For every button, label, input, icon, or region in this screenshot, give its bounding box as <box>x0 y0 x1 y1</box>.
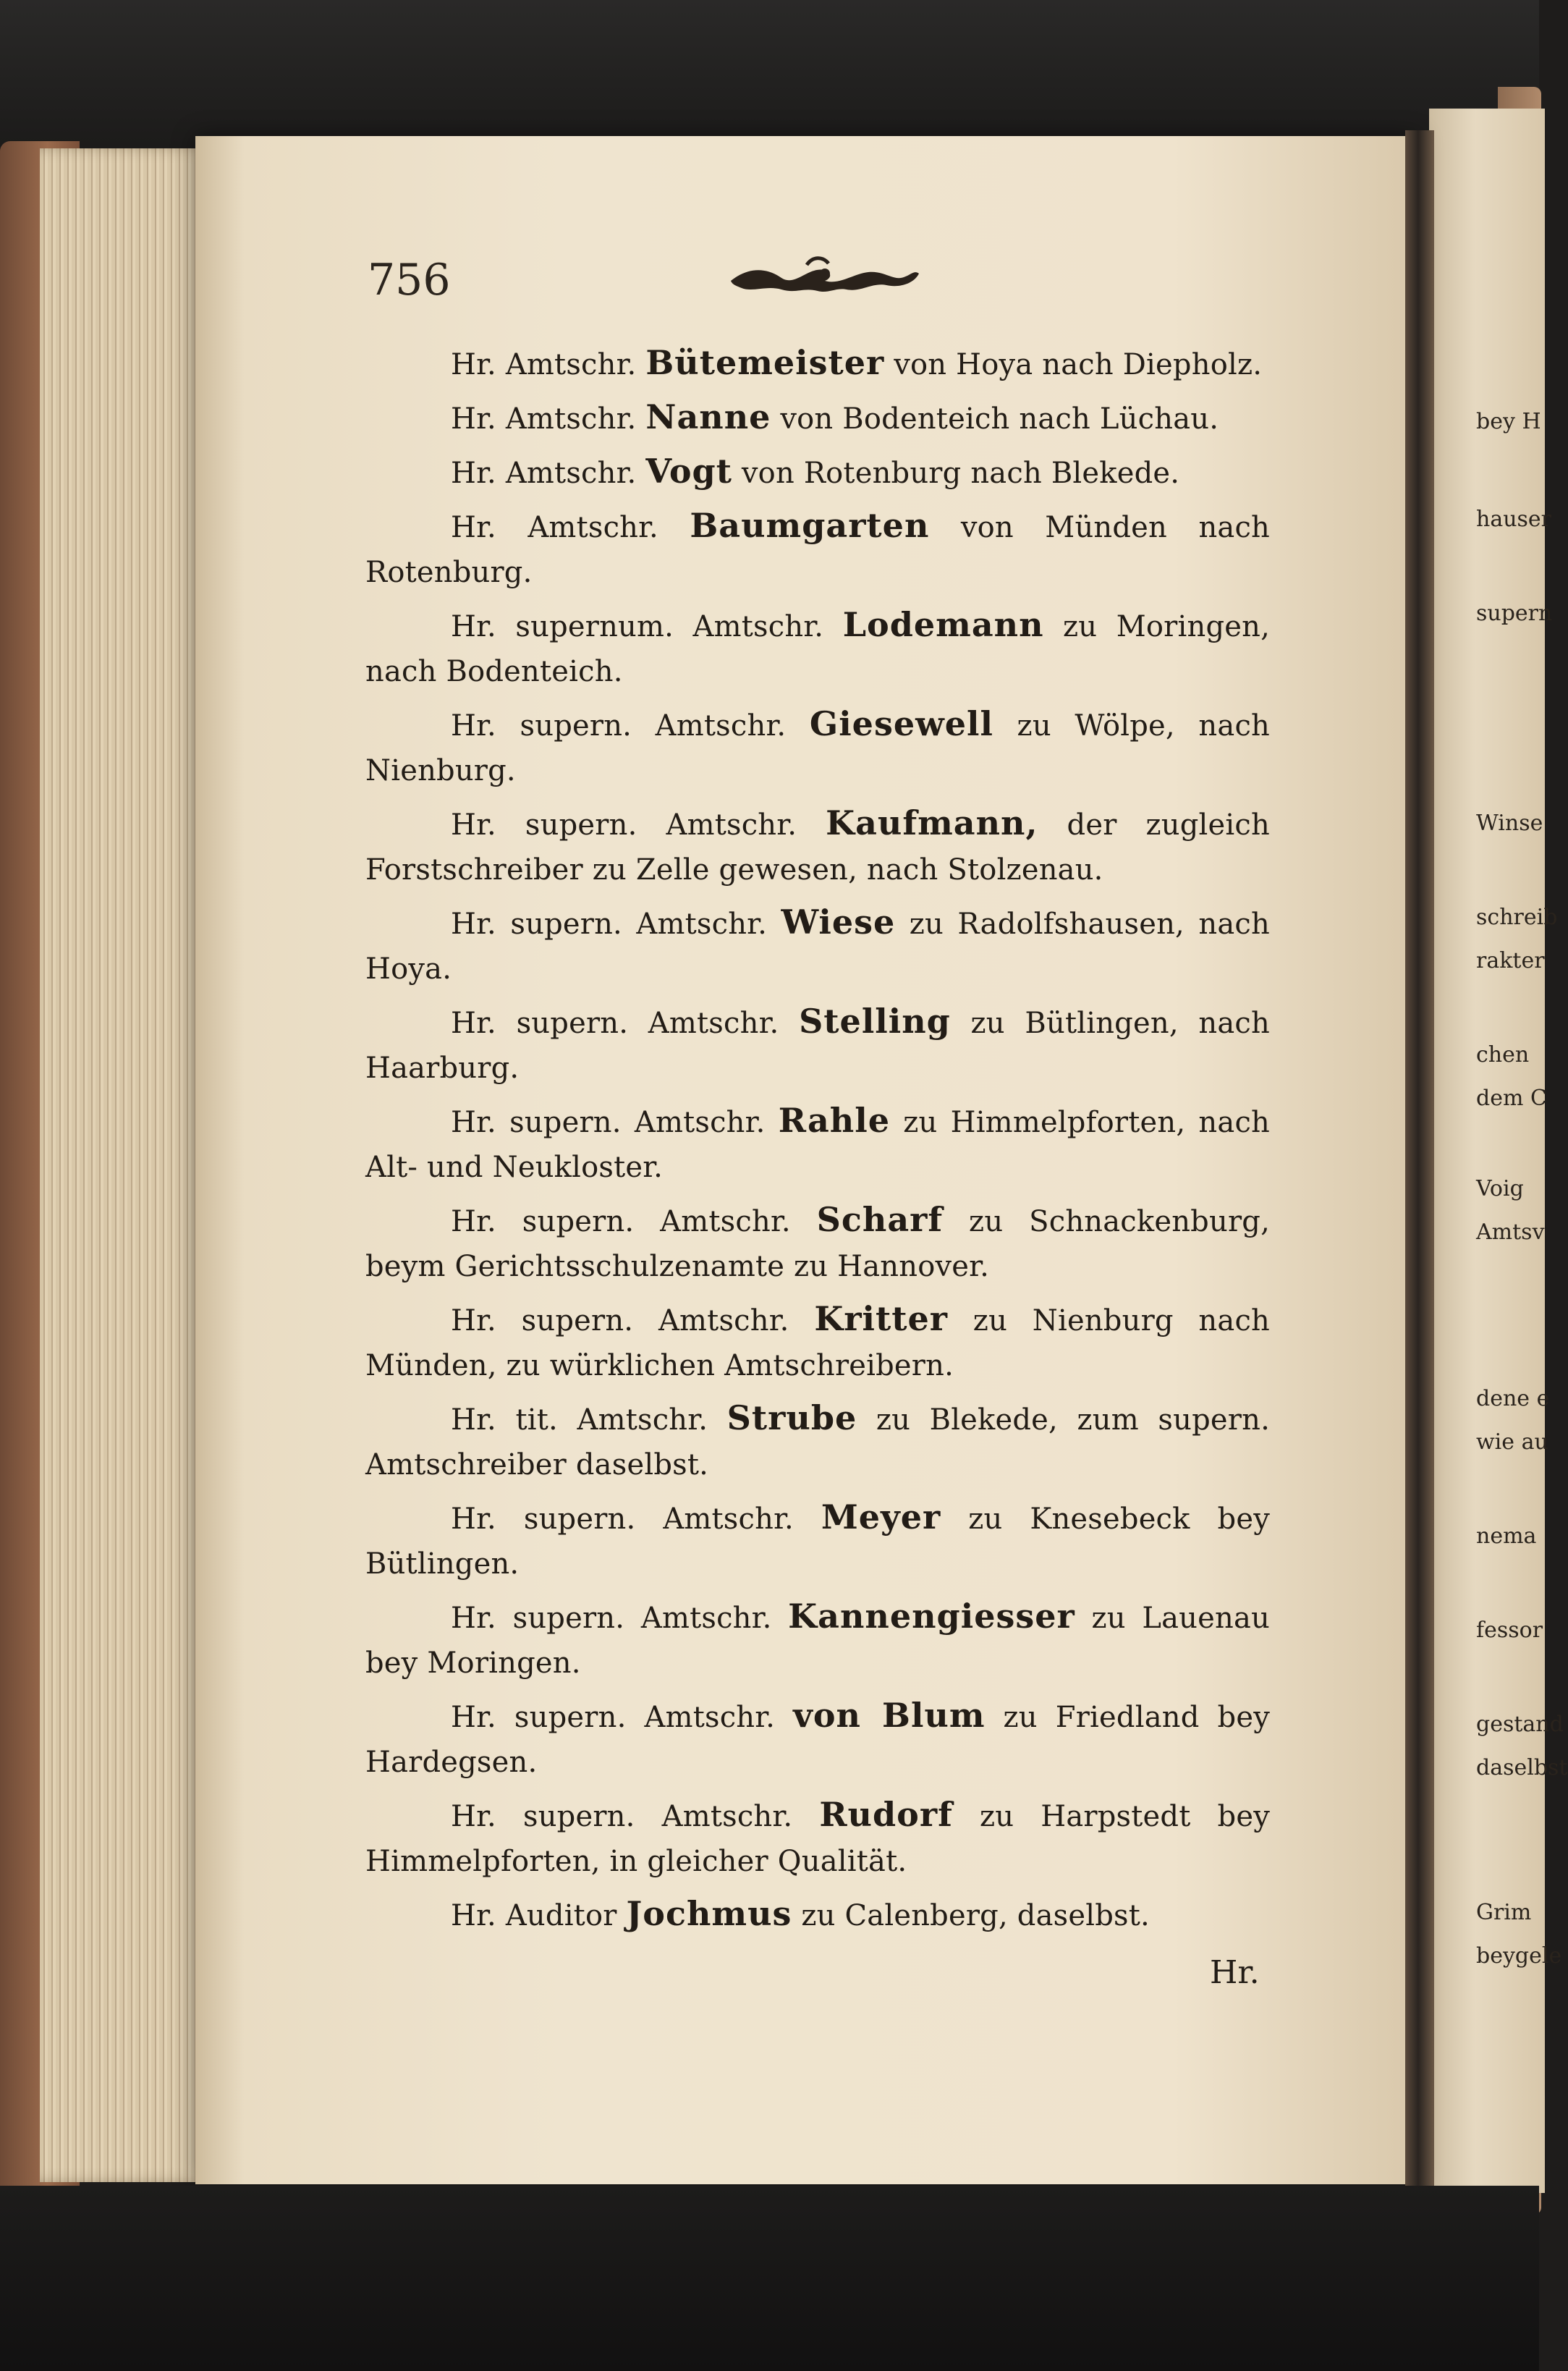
entry-prefix: Hr. supern. Amtschr. <box>451 908 768 941</box>
entry-name: Strube <box>726 1398 857 1437</box>
entry-name: Kaufmann, <box>826 803 1038 842</box>
entry <box>365 800 1270 892</box>
facing-page-fragment: dem C <box>1476 1086 1547 1111</box>
entry-detail: der zugleich Forstschreiber zu Zelle gewesen, nach Stolzenau. <box>365 808 1270 887</box>
entry <box>365 1693 1270 1785</box>
facing-page-fragment: schreib <box>1476 905 1558 930</box>
entry <box>365 394 1270 441</box>
entry-detail: zu Schnackenburg, beym Gerichtsschulzenamte zu Hannover. <box>365 1205 1270 1283</box>
entry-detail: zu Friedland bey Hardegsen. <box>365 1701 1270 1779</box>
facing-page-fragment: chen <box>1476 1042 1530 1068</box>
entry-prefix: Hr. supern. Amtschr. <box>451 1106 766 1139</box>
entry <box>365 1197 1270 1289</box>
entry-name: Meyer <box>821 1497 941 1537</box>
facing-page-fragment: dene e <box>1476 1386 1550 1411</box>
entry <box>365 1098 1270 1190</box>
facing-page-fragment: rakter <box>1476 948 1545 973</box>
entry-name: Scharf <box>816 1200 944 1239</box>
entry-prefix: Hr. Amtschr. <box>451 402 637 436</box>
entry-prefix: Hr. supern. Amtschr. <box>451 808 797 842</box>
entry <box>365 900 1270 992</box>
entry <box>365 1395 1270 1487</box>
facing-page-fragment: beygele <box>1476 1943 1562 1969</box>
book-gutter <box>1405 130 1434 2200</box>
entry <box>365 701 1270 793</box>
entry <box>365 449 1270 496</box>
page-number: 756 <box>368 255 451 305</box>
entry-detail: von Münden nach Rotenburg. <box>365 511 1271 589</box>
entry-name: Wiese <box>781 903 896 942</box>
entry-prefix: Hr. Amtschr. <box>451 511 658 544</box>
entry-prefix: Hr. supern. Amtschr. <box>451 1602 772 1635</box>
page-edges <box>40 148 217 2182</box>
facing-page-fragment: Grim <box>1476 1900 1532 1925</box>
entry-detail: zu Nienburg nach Münden, zu würklichen Amtschreibern. <box>365 1304 1271 1382</box>
entry <box>365 1891 1270 1938</box>
entry <box>365 1296 1270 1388</box>
entries-list <box>365 340 1270 1945</box>
entry-detail: zu Himmelpforten, nach Alt- und Neukloster. <box>365 1106 1271 1184</box>
entry-prefix: Hr. Auditor <box>451 1899 617 1932</box>
entry-name: von Blum <box>793 1696 986 1735</box>
entry-detail: zu Radolfshausen, nach Hoya. <box>365 908 1270 986</box>
entry-prefix: Hr. supern. Amtschr. <box>451 1304 789 1337</box>
entry-prefix: Hr. supern. Amtschr. <box>451 1800 793 1833</box>
entry <box>365 999 1270 1091</box>
entry <box>365 602 1270 694</box>
entry-prefix: Hr. Amtschr. <box>451 348 637 381</box>
entry-detail: von Bodenteich nach Lüchau. <box>780 402 1219 436</box>
entry-name: Bütemeister <box>645 343 885 382</box>
facing-page-fragment: daselbst <box>1476 1755 1568 1780</box>
facing-page-fragment: fessor <box>1476 1618 1543 1643</box>
entry-prefix: Hr. supern. Amtschr. <box>451 1503 794 1536</box>
entry-name: Vogt <box>645 452 732 491</box>
entry-detail: zu Bütlingen, nach Haarburg. <box>365 1007 1270 1085</box>
facing-page-fragment: Amtsv <box>1476 1220 1545 1245</box>
entry-name: Nanne <box>645 397 771 436</box>
entry <box>365 1594 1270 1686</box>
entry-detail: zu Harpstedt bey Himmelpforten, in gleicher Qualität. <box>365 1800 1271 1878</box>
entry-detail: zu Moringen, nach Bodenteich. <box>365 610 1271 688</box>
facing-page-fragment: supern <box>1476 601 1553 626</box>
entry-name: Baumgarten <box>690 506 930 545</box>
entry-prefix: Hr. supern. Amtschr. <box>451 1701 776 1734</box>
facing-page-fragment: Winse <box>1476 811 1543 836</box>
entry <box>365 503 1270 595</box>
ornament-vignette <box>727 252 923 303</box>
entry-name: Rudorf <box>819 1795 953 1834</box>
entry <box>365 1792 1270 1884</box>
entry-detail: von Rotenburg nach Blekede. <box>741 457 1180 490</box>
entry-name: Kannengiesser <box>788 1597 1075 1636</box>
facing-page-fragment: Voig <box>1476 1176 1524 1201</box>
entry-name: Stelling <box>799 1002 951 1041</box>
entry-detail: zu Wölpe, nach Nienburg. <box>365 709 1271 787</box>
facing-page-fragment: hauser <box>1476 507 1552 532</box>
entry-detail: zu Blekede, zum supern. Amtschreiber daselbst. <box>365 1403 1270 1482</box>
entry-prefix: Hr. supernum. Amtschr. <box>451 610 824 643</box>
facing-page-fragment: bey H <box>1476 409 1541 434</box>
entry-prefix: Hr. supern. Amtschr. <box>451 1205 791 1238</box>
entry-name: Rahle <box>778 1101 890 1140</box>
entry-name: Kritter <box>814 1299 949 1338</box>
facing-page-fragment: gestand <box>1476 1712 1564 1737</box>
background-bottom <box>0 2186 1539 2371</box>
entry-detail: zu Calenberg, daselbst. <box>801 1899 1150 1932</box>
facing-page-fragment: nema <box>1476 1523 1537 1549</box>
catchword: Hr. <box>1210 1954 1260 1991</box>
entry-name: Jochmus <box>626 1894 792 1933</box>
entry-prefix: Hr. supern. Amtschr. <box>451 1007 779 1040</box>
entry-prefix: Hr. tit. Amtschr. <box>451 1403 708 1437</box>
entry-name: Lodemann <box>842 605 1044 644</box>
entry-prefix: Hr. Amtschr. <box>451 457 637 490</box>
entry <box>365 340 1270 387</box>
entry <box>365 1495 1270 1586</box>
entry-name: Giesewell <box>809 704 993 743</box>
entry-prefix: Hr. supern. Amtschr. <box>451 709 787 743</box>
entry-detail: von Hoya nach Diepholz. <box>894 348 1263 381</box>
entry-detail: zu Knesebeck bey Bütlingen. <box>365 1503 1270 1581</box>
entry-detail: zu Lauenau bey Moringen. <box>365 1602 1270 1680</box>
facing-page-fragment: wie au <box>1476 1429 1548 1455</box>
